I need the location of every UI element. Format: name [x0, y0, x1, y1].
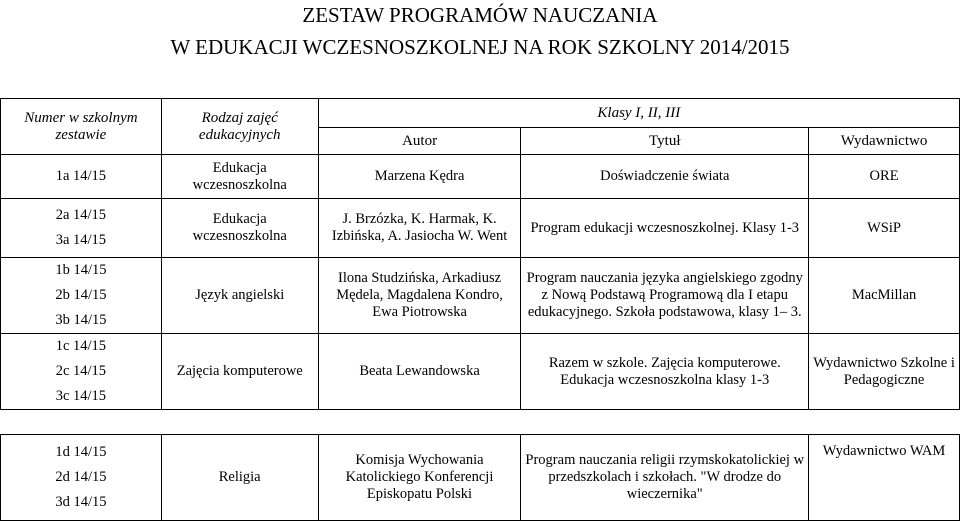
- header-title: Tytuł: [521, 128, 809, 155]
- row-ids: [1, 155, 162, 199]
- row-id: 2b 14/15: [55, 287, 107, 303]
- row-id: 3b 14/15: [55, 312, 107, 328]
- row-type: Edukacja wczesnoszkolna: [161, 199, 318, 258]
- row-title: Program nauczania religii rzymskokatolickiej w przedszkolach i szkołach. "W drodze do wieczernika": [521, 435, 809, 521]
- row-id: 1c 14/15: [55, 338, 107, 354]
- row-id: 1a 14/15: [55, 168, 107, 184]
- row-type: Zajęcia komputerowe: [161, 334, 318, 410]
- row-ids: [1, 199, 162, 258]
- row-author: Komisja Wychowania Katolickiego Konferencji Episkopatu Polski: [318, 435, 521, 521]
- row-publisher: Wydawnictwo Szkolne i Pedagogiczne: [809, 334, 960, 410]
- row-id: 3d 14/15: [55, 494, 107, 510]
- row-publisher: Wydawnictwo WAM: [809, 435, 960, 521]
- table-row: [1, 155, 960, 199]
- row-id: 3c 14/15: [55, 388, 107, 404]
- row-publisher: MacMillan: [809, 258, 960, 334]
- row-author: Marzena Kędra: [318, 155, 521, 199]
- row-publisher: ORE: [809, 155, 960, 199]
- row-title: Program edukacji wczesnoszkolnej. Klasy 1-3: [521, 199, 809, 258]
- header-number: Numer w szkolnym zestawie: [1, 99, 162, 155]
- row-id: 2a 14/15: [55, 207, 107, 223]
- table-row: [1, 435, 960, 521]
- header-type: Rodzaj zajęć edukacyjnych: [161, 99, 318, 155]
- row-id: 3a 14/15: [55, 232, 107, 248]
- row-ids: [1, 258, 162, 334]
- table-row: [1, 258, 960, 334]
- row-title: Razem w szkole. Zajęcia komputerowe. Edukacja wczesnoszkolna klasy 1-3: [521, 334, 809, 410]
- row-id: 2d 14/15: [55, 469, 107, 485]
- row-ids: [1, 435, 162, 521]
- header-author: Autor: [318, 128, 521, 155]
- header-publisher: Wydawnictwo: [809, 128, 960, 155]
- row-id: 2c 14/15: [55, 363, 107, 379]
- row-id: 1d 14/15: [55, 444, 107, 460]
- row-type: Język angielski: [161, 258, 318, 334]
- document-title-line1: ZESTAW PROGRAMÓW NAUCZANIA: [302, 3, 658, 27]
- row-title: Program nauczania języka angielskiego zgodny z Nową Podstawą Programową dla I etapu edukacyjnego. Szkoła podstawowa, klasy 1– 3.: [521, 258, 809, 334]
- curriculum-table: [0, 98, 960, 410]
- row-title: Doświadczenie świata: [521, 155, 809, 199]
- row-id: 1b 14/15: [55, 262, 107, 278]
- row-author: J. Brzózka, K. Harmak, K. Izbińska, A. Jasiocha W. Went: [318, 199, 521, 258]
- document-title-line2: W EDUKACJI WCZESNOSZKOLNEJ NA ROK SZKOLNY 2014/2015: [170, 35, 790, 59]
- row-publisher: WSiP: [809, 199, 960, 258]
- header-classes: Klasy I, II, III: [318, 99, 959, 128]
- religion-table: [0, 434, 960, 521]
- row-author: Beata Lewandowska: [318, 334, 521, 410]
- row-type: Religia: [161, 435, 318, 521]
- row-author: Ilona Studzińska, Arkadiusz Mędela, Magdalena Kondro, Ewa Piotrowska: [318, 258, 521, 334]
- row-type: Edukacja wczesnoszkolna: [161, 155, 318, 199]
- table-row: [1, 334, 960, 410]
- table-row: [1, 199, 960, 258]
- row-ids: [1, 334, 162, 410]
